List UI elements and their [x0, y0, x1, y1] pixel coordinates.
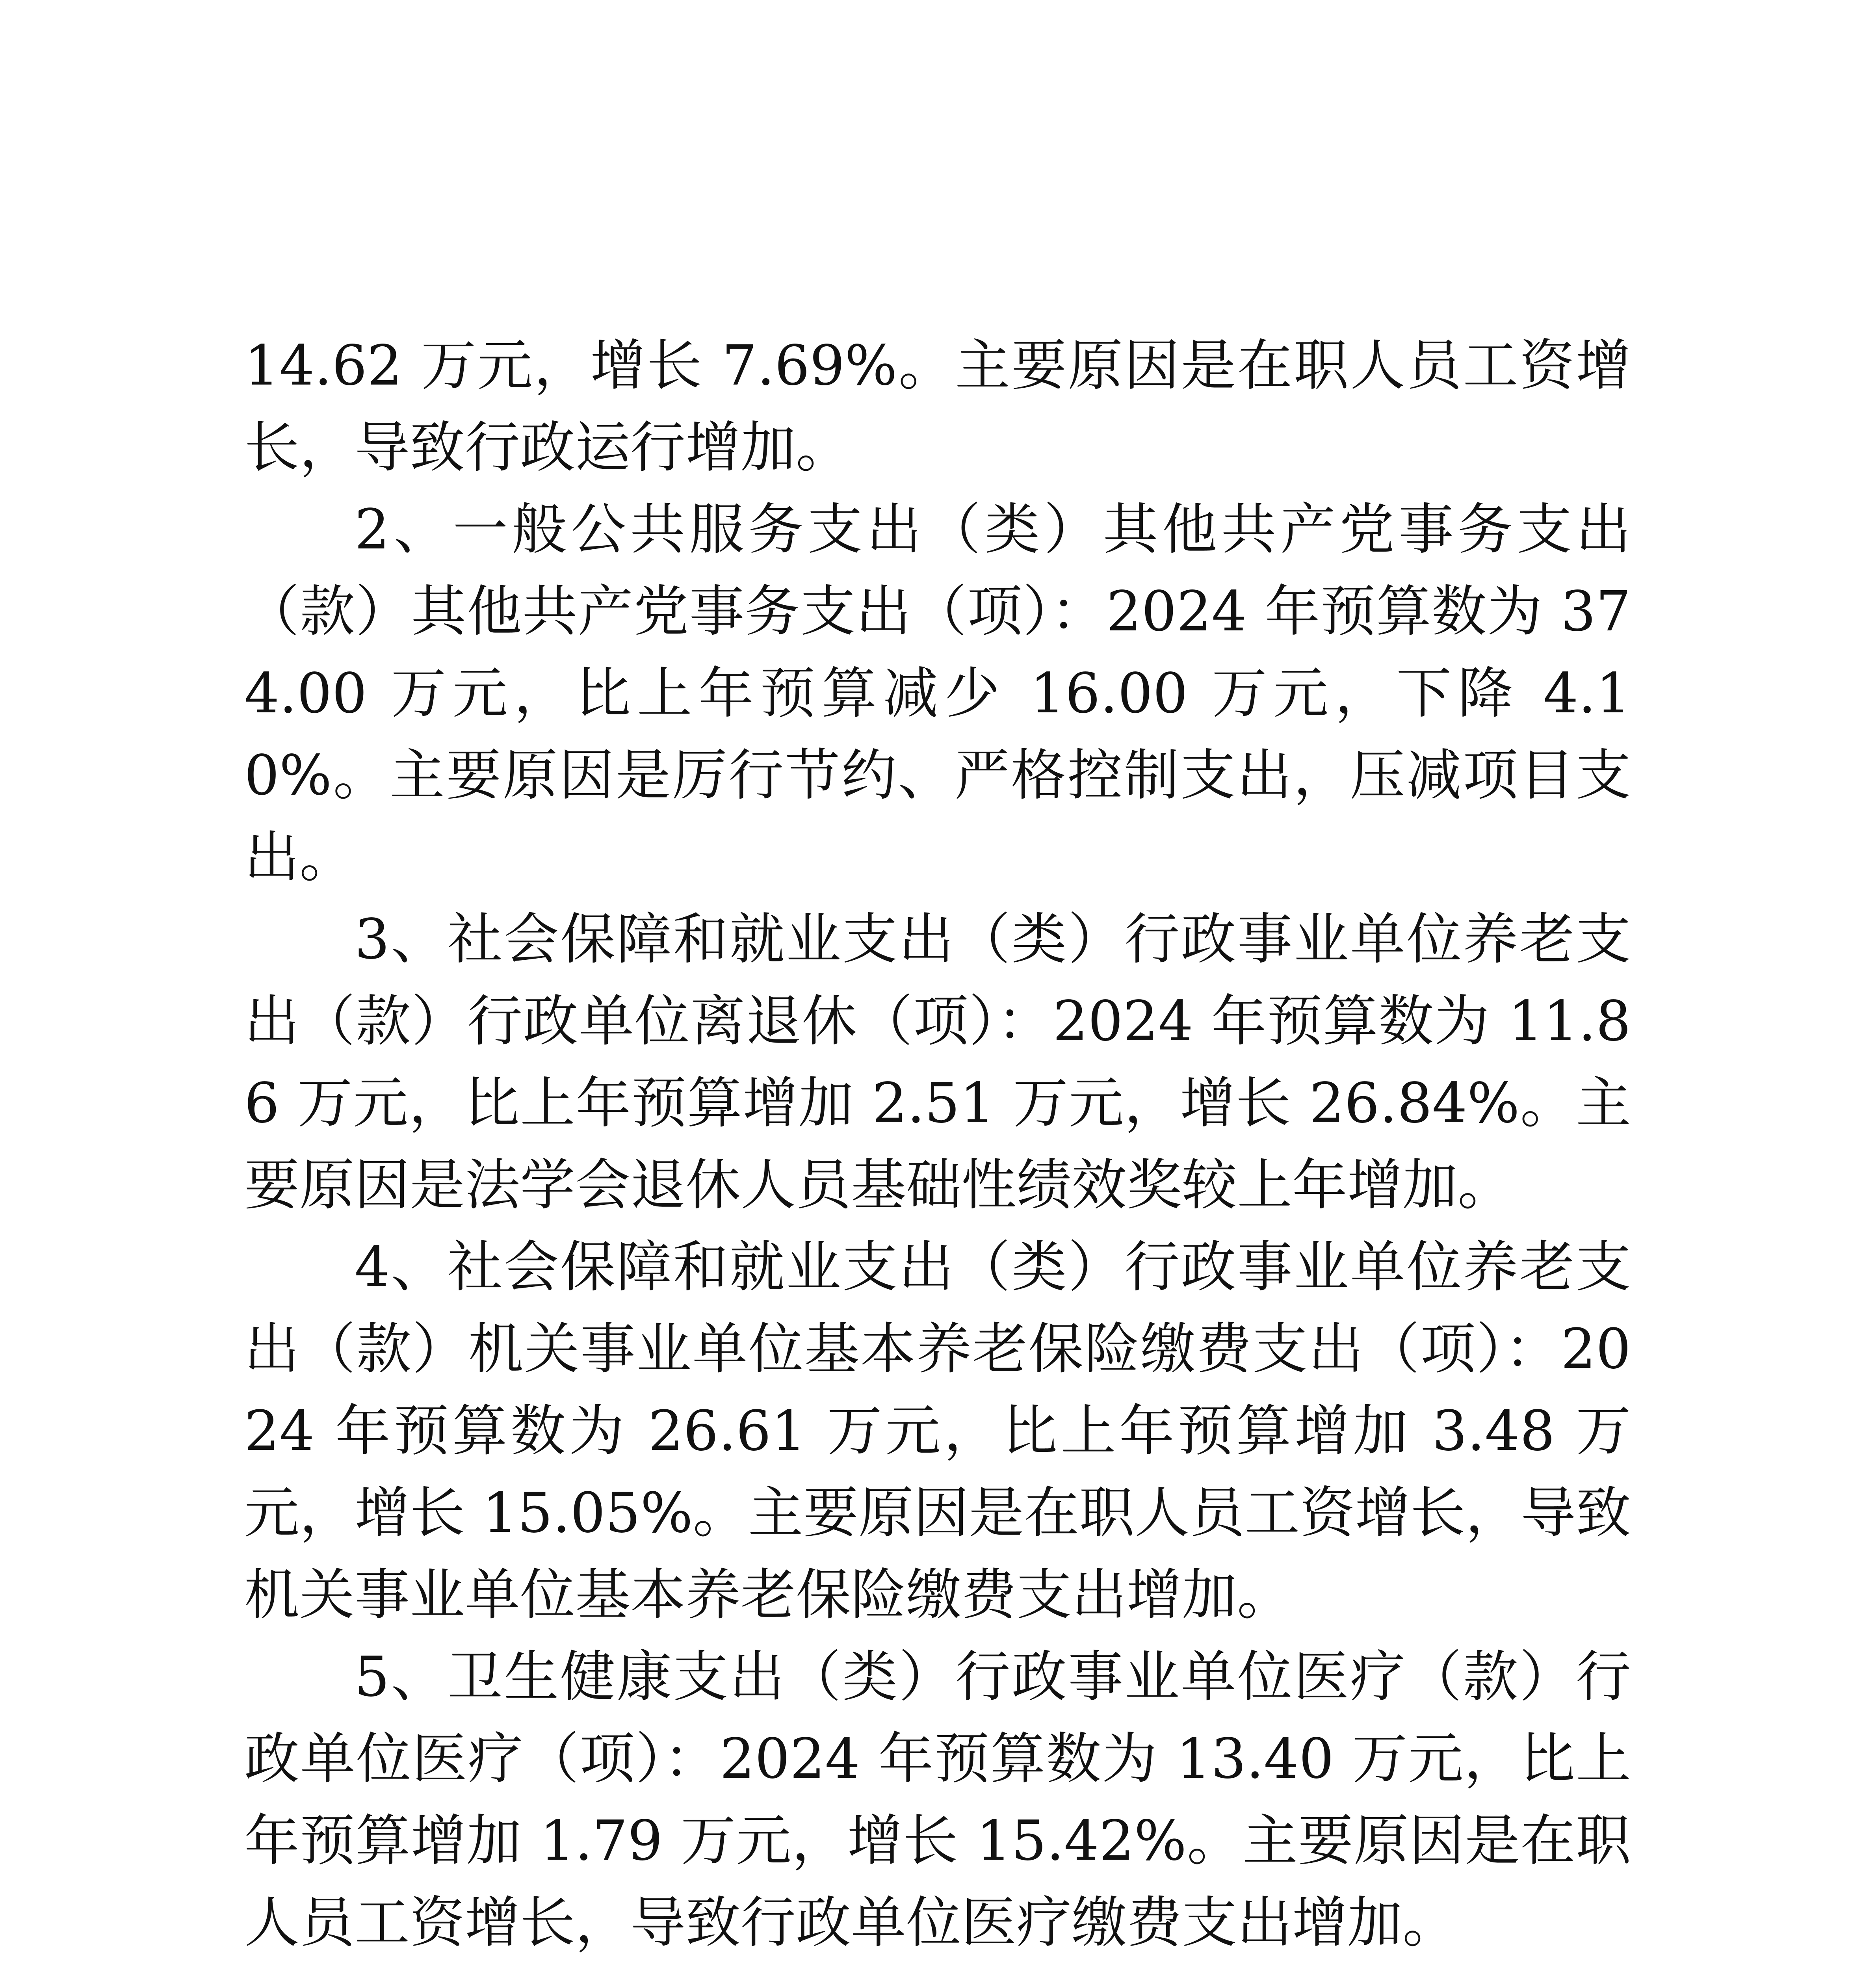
paragraph-continuation: 14.62 万元，增长 7.69%。主要原因是在职人员工资增长，导致行政运行增加。: [244, 334, 1631, 480]
paragraph-item-5: 5、卫生健康支出（类）行政事业单位医疗（款）行政单位医疗（项）：2024 年预算数为 13.40 万元，比上年预算增加 1.79 万元，增长 15.42%。主要原因是在职人员工资增长，导致行政单位医疗缴费支出增加。: [244, 1645, 1631, 1955]
paragraph-item-2: 2、一般公共服务支出（类）其他共产党事务支出（款）其他共产党事务支出（项）：2024 年预算数为 374.00 万元，比上年预算减少 16.00 万元，下降 4.10%。主要原因是厉行节约、严格控制支出，压减项目支出。: [244, 498, 1631, 890]
paragraph-item-6: [244, 1964, 1631, 1970]
paragraph-item-4: 4、社会保障和就业支出（类）行政事业单位养老支出（款）机关事业单位基本养老保险缴费支出（项）：2024 年预算数为 26.61 万元，比上年预算增加 3.48 万元，增长 15.05%。主要原因是在职人员工资增长，导致机关事业单位基本养老保险缴费支出增加。: [244, 1235, 1631, 1627]
document-body: [244, 325, 1631, 1970]
paragraph-item-3: 3、社会保障和就业支出（类）行政事业单位养老支出（款）行政单位离退休（项）：2024 年预算数为 11.86 万元，比上年预算增加 2.51 万元，增长 26.84%。主要原因是法学会退休人员基础性绩效奖较上年增加。: [244, 907, 1631, 1217]
